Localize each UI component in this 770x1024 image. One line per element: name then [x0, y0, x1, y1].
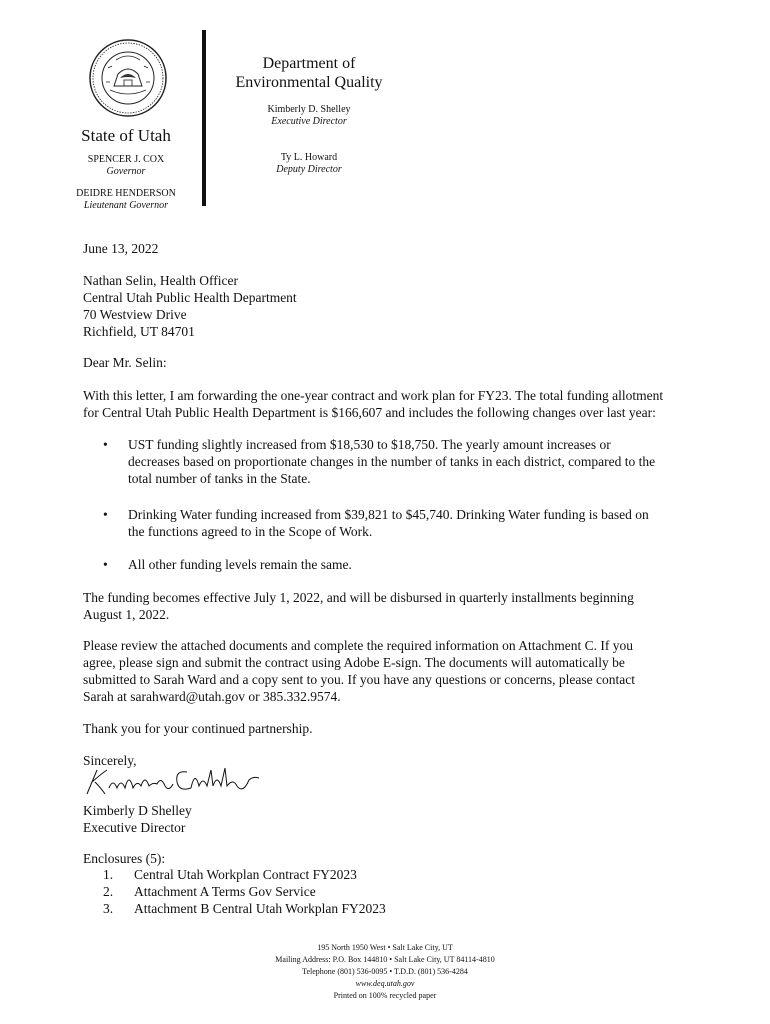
deputy-director-title: Deputy Director	[276, 164, 342, 175]
list-item	[83, 436, 691, 487]
letterhead-divider	[202, 30, 206, 206]
bullet-dot: •	[103, 557, 108, 572]
footer-recycled: Printed on 100% recycled paper	[333, 991, 437, 1000]
bullet-line: the functions agreed to in the Scope of Work.	[128, 524, 373, 539]
executive-director-name: Kimberly D. Shelley	[267, 104, 351, 115]
list-item	[83, 900, 386, 917]
intro-line: for Central Utah Public Health Department is $166,607 and includes the following changes over last year:	[83, 405, 656, 420]
list-item	[83, 506, 691, 540]
funding-line: August 1, 2022.	[83, 607, 170, 622]
enclosure-number: 1.	[103, 867, 114, 882]
list-item	[83, 556, 691, 573]
deputy-director-block	[220, 152, 398, 176]
funding-paragraph	[83, 589, 691, 623]
review-line: agree, please sign and submit the contract using Adobe E-sign. The documents will automatically be	[83, 655, 625, 670]
department-name	[220, 54, 398, 92]
deputy-director-name: Ty L. Howard	[280, 152, 338, 163]
footer-url: www.deq.utah.gov	[355, 979, 415, 988]
review-line: submitted to Sarah Ward and a copy sent to you. If you have any questions or concerns, please contact	[83, 672, 636, 687]
lt-governor-block	[40, 188, 212, 212]
letter-date: June 13, 2022	[83, 241, 159, 256]
enclosures-heading: Enclosures (5):	[83, 851, 166, 866]
signer-block	[83, 802, 691, 836]
review-line: Please review the attached documents and complete the required information on Attachment C. If you	[83, 638, 633, 653]
department-line-1: Department of	[262, 55, 356, 72]
bullet-line: All other funding levels remain the same.	[128, 557, 352, 572]
executive-director-title: Executive Director	[271, 116, 347, 127]
state-seal-icon	[88, 38, 168, 118]
salutation: Dear Mr. Selin:	[83, 355, 167, 370]
enclosure-number: 2.	[103, 884, 114, 899]
signature-icon	[83, 764, 263, 798]
enclosure-number: 3.	[103, 901, 114, 916]
intro-line: With this letter, I am forwarding the one-year contract and work plan for FY23. The total funding allotment	[83, 388, 664, 403]
recipient-address	[83, 272, 691, 340]
thanks-line: Thank you for your continued partnership.	[83, 721, 313, 736]
intro-paragraph	[83, 387, 691, 421]
recipient-line: Central Utah Public Health Department	[83, 290, 297, 305]
lt-governor-name: DEIDRE HENDERSON	[76, 188, 176, 199]
footer-address: 195 North 1950 West • Salt Lake City, UT	[317, 943, 453, 952]
recipient-line: 70 Westview Drive	[83, 307, 187, 322]
bullet-line: decreases based on proportionate changes in the number of tanks in each district, compared to the	[128, 454, 656, 469]
state-name: State of Utah	[81, 126, 171, 145]
list-item	[83, 883, 386, 900]
review-paragraph	[83, 637, 691, 705]
footer-mailing: Mailing Address: P.O. Box 144810 • Salt Lake City, UT 84114-4810	[275, 955, 495, 964]
closing: Sincerely,	[83, 753, 137, 768]
governor-block	[40, 154, 212, 178]
enclosure-text: Attachment A Terms Gov Service	[134, 884, 316, 899]
enclosures-list	[83, 866, 386, 917]
enclosure-text: Attachment B Central Utah Workplan FY2023	[134, 901, 386, 916]
department-line-2: Environmental Quality	[235, 74, 383, 91]
bullet-line: Drinking Water funding increased from $39,821 to $45,740. Drinking Water funding is based on	[128, 507, 649, 522]
signer-name: Kimberly D Shelley	[83, 803, 192, 818]
enclosure-text: Central Utah Workplan Contract FY2023	[134, 867, 357, 882]
bullet-line: total number of tanks in the State.	[128, 471, 311, 486]
bullet-line: UST funding slightly increased from $18,530 to $18,750. The yearly amount increases or	[128, 437, 611, 452]
list-item	[83, 866, 386, 883]
governor-name: SPENCER J. COX	[87, 154, 165, 165]
bullet-dot: •	[103, 437, 108, 452]
recipient-line: Richfield, UT 84701	[83, 324, 195, 339]
footer	[160, 942, 610, 1002]
footer-phone: Telephone (801) 536-0095 • T.D.D. (801) 536-4284	[302, 967, 468, 976]
governor-title: Governor	[106, 166, 146, 177]
executive-director-block	[220, 104, 398, 128]
recipient-line: Nathan Selin, Health Officer	[83, 273, 238, 288]
bullet-dot: •	[103, 507, 108, 522]
funding-line: The funding becomes effective July 1, 2022, and will be disbursed in quarterly installments beginning	[83, 590, 634, 605]
lt-governor-title: Lieutenant Governor	[83, 200, 169, 211]
signer-title: Executive Director	[83, 820, 186, 835]
review-line: Sarah at sarahward@utah.gov or 385.332.9574.	[83, 689, 341, 704]
